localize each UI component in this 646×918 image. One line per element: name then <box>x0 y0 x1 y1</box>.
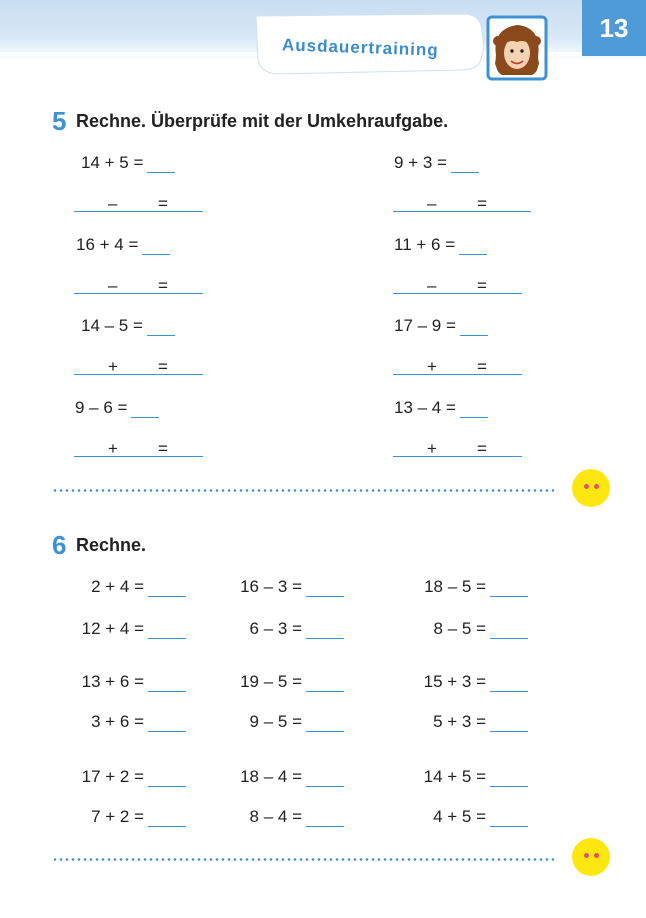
task-6-exercise <box>250 807 302 827</box>
task-5-instruction: Rechne. Überprüfe mit der Umkehraufgabe. <box>76 111 449 131</box>
answer-blank[interactable] <box>306 717 344 732</box>
smiley-eye-icon <box>584 853 589 858</box>
answer-blank[interactable] <box>147 158 175 173</box>
exercise-expression: 16 – 3 = <box>240 577 302 596</box>
task-6-exercise <box>240 767 302 787</box>
exercise-expression: 14 + 5 = <box>423 767 486 786</box>
answer-blank[interactable] <box>148 624 186 639</box>
task-6-exercise <box>82 672 144 692</box>
check-equals: = <box>477 276 487 295</box>
girl-avatar-icon <box>486 15 548 81</box>
task-5-exercise <box>394 153 479 173</box>
answer-blank[interactable] <box>131 403 159 418</box>
check-line[interactable] <box>74 211 203 212</box>
task-6-number: 6 <box>52 530 67 560</box>
task-6-exercise <box>82 767 144 787</box>
answer-blank[interactable] <box>490 717 528 732</box>
exercise-expression: 15 + 3 = <box>423 672 486 691</box>
exercise-expression: 17 + 2 = <box>81 767 144 786</box>
exercise-expression: 7 + 2 = <box>91 807 144 826</box>
task-5-exercise <box>394 398 488 418</box>
task-5-exercise <box>75 398 159 418</box>
task-6-exercise <box>240 672 302 692</box>
answer-blank[interactable] <box>306 582 344 597</box>
task-5-exercise <box>394 316 488 336</box>
answer-blank[interactable] <box>147 321 175 336</box>
dotted-divider <box>52 489 554 492</box>
answer-blank[interactable] <box>490 772 528 787</box>
check-line[interactable] <box>74 374 203 375</box>
task-6-instruction: Rechne. <box>76 535 147 555</box>
task-5-exercise <box>81 316 175 336</box>
task-6-exercise <box>433 807 486 827</box>
task-6-exercise <box>91 577 144 597</box>
self-check-smiley-icon[interactable] <box>572 469 610 507</box>
task-5-exercise <box>81 153 175 173</box>
answer-blank[interactable] <box>148 812 186 827</box>
task-6-exercise <box>433 712 486 732</box>
check-operator: + <box>108 357 118 376</box>
check-equals: = <box>477 439 487 458</box>
task-6-exercise <box>250 712 302 732</box>
check-line[interactable] <box>74 293 203 294</box>
check-operator: + <box>427 439 437 458</box>
exercise-expression: 18 – 4 = <box>240 767 302 786</box>
answer-blank[interactable] <box>460 321 488 336</box>
task-6-exercise <box>434 619 486 639</box>
answer-blank[interactable] <box>306 772 344 787</box>
exercise-expression: 4 + 5 = <box>433 807 486 826</box>
answer-blank[interactable] <box>451 158 479 173</box>
check-equals: = <box>158 276 168 295</box>
exercise-expression: 5 + 3 = <box>433 712 486 731</box>
check-operator: – <box>427 276 437 295</box>
smiley-eye-icon <box>584 484 589 489</box>
task-5-exercise <box>76 235 170 255</box>
answer-blank[interactable] <box>459 240 487 255</box>
task-6-exercise <box>91 712 144 732</box>
smiley-eye-icon <box>594 853 599 858</box>
check-line[interactable] <box>393 211 531 212</box>
exercise-expression: 9 – 5 = <box>249 712 302 731</box>
exercise-expression: 8 – 4 = <box>249 807 302 826</box>
check-equals: = <box>158 357 168 376</box>
check-equals: = <box>158 194 168 213</box>
exercise-expression: 9 – 6 = <box>75 398 128 417</box>
page-number: 13 <box>582 0 646 56</box>
check-equals: = <box>158 439 168 458</box>
smiley-eye-icon <box>594 484 599 489</box>
exercise-expression: 8 – 5 = <box>433 619 486 638</box>
exercise-expression: 12 + 4 = <box>81 619 144 638</box>
check-line[interactable] <box>393 293 522 294</box>
check-line[interactable] <box>74 456 203 457</box>
exercise-expression: 13 – 4 = <box>394 398 456 417</box>
check-operator: – <box>108 194 118 213</box>
task-6-exercise <box>424 577 486 597</box>
banner-title: Ausdauertraining <box>281 35 440 60</box>
answer-blank[interactable] <box>490 582 528 597</box>
check-operator: – <box>427 194 437 213</box>
answer-blank[interactable] <box>142 240 170 255</box>
task-6-exercise <box>91 807 144 827</box>
task-6-exercise <box>240 577 302 597</box>
answer-blank[interactable] <box>148 677 186 692</box>
exercise-expression: 18 – 5 = <box>424 577 486 596</box>
check-equals: = <box>477 357 487 376</box>
exercise-expression: 17 – 9 = <box>394 316 456 335</box>
check-operator: + <box>108 439 118 458</box>
check-equals: = <box>477 194 487 213</box>
answer-blank[interactable] <box>490 812 528 827</box>
answer-blank[interactable] <box>148 717 186 732</box>
self-check-smiley-icon[interactable] <box>572 838 610 876</box>
exercise-expression: 3 + 6 = <box>91 712 144 731</box>
check-operator: – <box>108 276 118 295</box>
answer-blank[interactable] <box>306 624 344 639</box>
task-6-exercise <box>424 672 486 692</box>
task-6-exercise <box>250 619 302 639</box>
answer-blank[interactable] <box>460 403 488 418</box>
answer-blank[interactable] <box>490 624 528 639</box>
exercise-expression: 6 – 3 = <box>249 619 302 638</box>
exercise-expression: 9 + 3 = <box>394 153 447 172</box>
exercise-expression: 16 + 4 = <box>76 235 139 254</box>
exercise-expression: 19 – 5 = <box>240 672 302 691</box>
exercise-expression: 13 + 6 = <box>81 672 144 691</box>
task-6-exercise <box>82 619 144 639</box>
check-operator: + <box>427 357 437 376</box>
exercise-expression: 14 – 5 = <box>81 316 143 335</box>
task-5-exercise <box>394 235 487 255</box>
answer-blank[interactable] <box>148 582 186 597</box>
task-6-exercise <box>424 767 486 787</box>
exercise-expression: 11 + 6 = <box>394 235 456 254</box>
answer-blank[interactable] <box>306 677 344 692</box>
dotted-divider <box>52 858 554 861</box>
check-line[interactable] <box>393 374 522 375</box>
exercise-expression: 14 + 5 = <box>81 153 144 172</box>
task-5-number: 5 <box>52 106 67 136</box>
answer-blank[interactable] <box>490 677 528 692</box>
exercise-expression: 2 + 4 = <box>91 577 144 596</box>
check-line[interactable] <box>393 456 522 457</box>
answer-blank[interactable] <box>306 812 344 827</box>
answer-blank[interactable] <box>148 772 186 787</box>
